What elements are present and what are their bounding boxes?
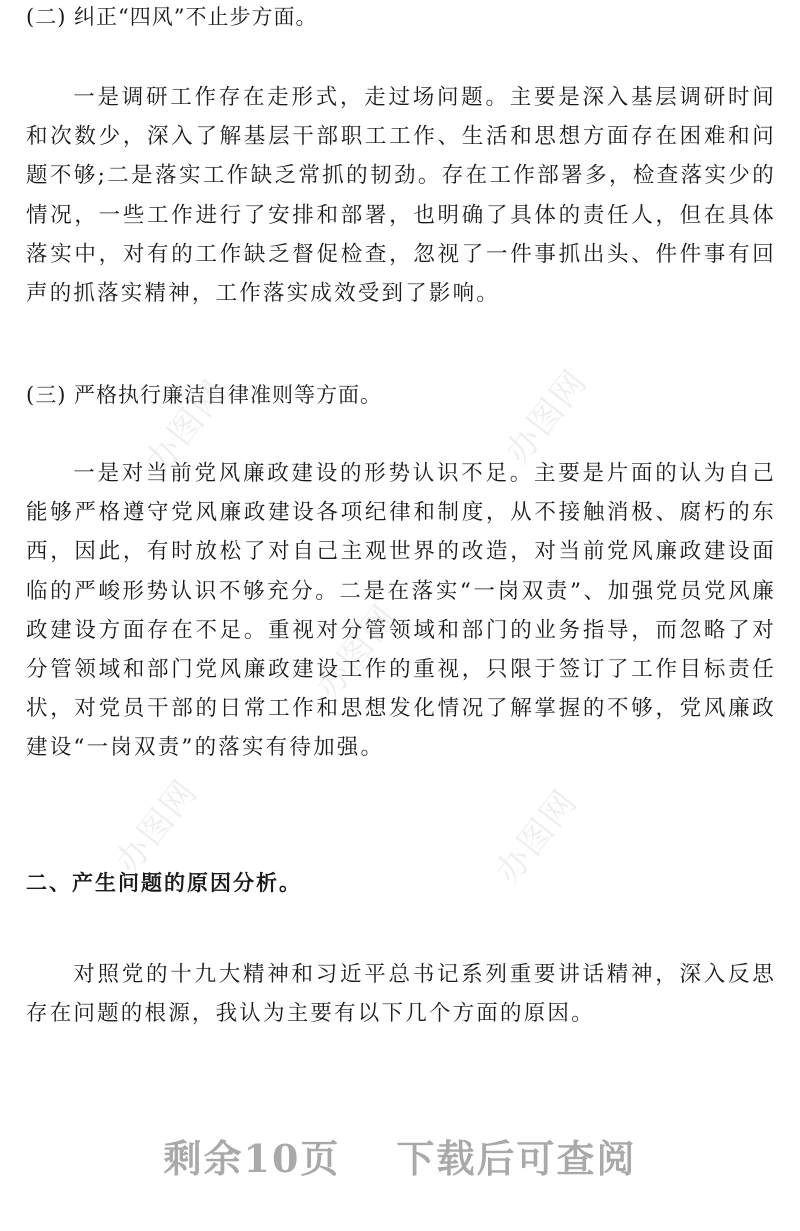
paragraph-cause-analysis: 对照党的十九大精神和习近平总书记系列重要讲话精神，深入反思存在问题的根源，我认为主要有以下几个方面的原因。 xyxy=(26,962,776,1027)
watermark: 办图网 xyxy=(307,596,406,707)
main-heading-cause-analysis: 二、产生问题的原因分析。 xyxy=(26,870,302,895)
section-heading-3: (三) 严格执行廉洁自律准则等方面。 xyxy=(26,383,383,407)
remaining-pages-label: 剩余10页 xyxy=(163,1136,341,1181)
section-heading-2: (二) 纠正“四风”不止步方面。 xyxy=(26,5,318,29)
watermark: 办图网 xyxy=(107,771,206,882)
watermark: 办图网 xyxy=(487,781,586,892)
download-banner[interactable] xyxy=(0,1128,800,1183)
watermark: 办图网 xyxy=(137,371,236,482)
paragraph-four-winds: 一是调研工作存在走形式，走过场问题。主要是深入基层调研时间和次数少，深入了解基层干部职工工作、生活和思想方面存在困难和问题不够;二是落实工作缺乏常抓的韧劲。存在工作部署多，检查落实少的情况，一些工作进行了安排和部署，也明确了具体的责任人，但在具体落实中，对有的工作缺乏督促检查，忽视了一件事抓出头、件件事有回声的抓落实精神，工作落实成效受到了影响。 xyxy=(26,85,776,307)
paragraph-integrity: 一是对当前党风廉政建设的形势认识不足。主要是片面的认为自己能够严格遵守党风廉政建设各项纪律和制度，从不接触消极、腐朽的东西，因此，有时放松了对自己主观世界的改造，对当前党风廉政建设面临的严峻形势认识不够充分。二是在落实“一岗双责”、加强党员党风廉政建设方面存在不足。重视对分管领域和部门的业务指导，而忽略了对分管领域和部门党风廉政建设工作的重视，只限于签订了工作目标责任状，对党员干部的日常工作和思想发化情况了解掌握的不够，党风廉政建设“一岗双责”的落实有待加强。 xyxy=(26,461,776,761)
download-prompt-label: 下载后可查阅 xyxy=(396,1136,637,1181)
watermark: 办图网 xyxy=(497,361,596,472)
